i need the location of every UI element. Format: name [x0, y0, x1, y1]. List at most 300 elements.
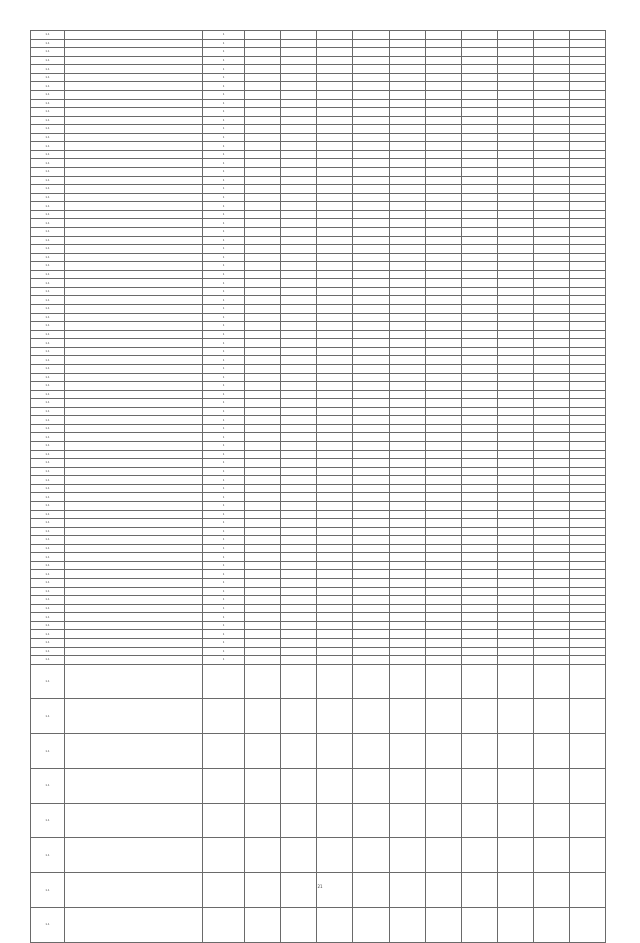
row-value: [569, 373, 605, 382]
row-unit: 1: [202, 99, 244, 108]
row-value: [281, 305, 317, 314]
row-value: [569, 142, 605, 151]
table-row: [31, 253, 606, 262]
row-value: [497, 630, 533, 639]
row-value: [389, 501, 425, 510]
row-value: [569, 339, 605, 348]
row-number: 1.1: [31, 150, 65, 159]
row-value: [245, 699, 281, 734]
table-row: [31, 382, 606, 391]
row-value: [353, 493, 389, 502]
row-value: [497, 150, 533, 159]
row-value: [425, 99, 461, 108]
row-value: [245, 322, 281, 331]
row-value: [389, 416, 425, 425]
row-value: [533, 442, 569, 451]
row-value: [461, 142, 497, 151]
row-value: [353, 253, 389, 262]
row-value: [425, 838, 461, 873]
row-value: [461, 596, 497, 605]
row-value: [389, 185, 425, 194]
row-value: [533, 150, 569, 159]
row-value: [497, 519, 533, 528]
row-number: 1.1: [31, 82, 65, 91]
row-value: [245, 407, 281, 416]
row-unit: 1: [202, 236, 244, 245]
row-note: [353, 768, 389, 803]
row-number: 1.1: [31, 699, 65, 734]
row-value: [425, 638, 461, 647]
row-value: [353, 82, 389, 91]
row-value: [533, 604, 569, 613]
row-value: [425, 185, 461, 194]
row-value: [353, 656, 389, 665]
row-value: [533, 638, 569, 647]
row-value: [353, 296, 389, 305]
row-value: [317, 604, 353, 613]
row-value: [245, 90, 281, 99]
row-value: [353, 519, 389, 528]
row-value: [317, 527, 353, 536]
row-value: [533, 459, 569, 468]
row-value: [425, 570, 461, 579]
row-value: [389, 56, 425, 65]
row-unit: [202, 768, 244, 803]
row-value: [317, 262, 353, 271]
row-number: 1.1: [31, 330, 65, 339]
table-row: [31, 322, 606, 331]
row-value: [425, 305, 461, 314]
row-value: [281, 202, 317, 211]
row-value: [497, 536, 533, 545]
row-value: [461, 501, 497, 510]
row-value: [533, 501, 569, 510]
row-value: [425, 519, 461, 528]
row-value: [281, 561, 317, 570]
row-note: [353, 803, 389, 838]
row-value: [353, 48, 389, 57]
row-value: [533, 907, 569, 942]
row-name: [64, 519, 202, 528]
row-value: [425, 150, 461, 159]
row-value: [425, 65, 461, 74]
row-value: [425, 907, 461, 942]
row-name: [64, 407, 202, 416]
row-value: [281, 424, 317, 433]
row-number: 1.1: [31, 459, 65, 468]
row-value: [353, 536, 389, 545]
row-value: [317, 364, 353, 373]
row-unit: 1: [202, 356, 244, 365]
row-name: [64, 450, 202, 459]
row-value: [353, 202, 389, 211]
row-value: [497, 82, 533, 91]
row-value: [353, 279, 389, 288]
row-value: [317, 536, 353, 545]
row-value: [533, 347, 569, 356]
row-value: [317, 501, 353, 510]
row-value: [497, 501, 533, 510]
row-value: [389, 142, 425, 151]
row-name: [64, 73, 202, 82]
row-number: 1.1: [31, 210, 65, 219]
row-value: [497, 322, 533, 331]
row-value: [389, 305, 425, 314]
row-number: 1.1: [31, 544, 65, 553]
table-row: [31, 501, 606, 510]
row-value: [569, 73, 605, 82]
row-unit: 1: [202, 159, 244, 168]
row-unit: 1: [202, 108, 244, 117]
row-value: [461, 579, 497, 588]
row-value: [461, 339, 497, 348]
row-value: [461, 73, 497, 82]
row-number: 1.1: [31, 424, 65, 433]
row-value: [461, 150, 497, 159]
table-row: [31, 31, 606, 40]
table-row: [31, 65, 606, 74]
row-value: [425, 664, 461, 699]
row-value: [353, 168, 389, 177]
row-number: 1.1: [31, 838, 65, 873]
row-number: 1.1: [31, 176, 65, 185]
row-number: 1.1: [31, 664, 65, 699]
row-value: [533, 116, 569, 125]
row-value: [461, 768, 497, 803]
row-value: [281, 838, 317, 873]
row-value: [497, 493, 533, 502]
row-unit: 1: [202, 330, 244, 339]
row-value: [461, 56, 497, 65]
row-value: [533, 484, 569, 493]
row-value: [389, 382, 425, 391]
row-value: [281, 48, 317, 57]
row-value: [317, 638, 353, 647]
row-value: [317, 90, 353, 99]
row-value: [569, 907, 605, 942]
table-row: [31, 373, 606, 382]
row-value: [281, 82, 317, 91]
row-value: [281, 433, 317, 442]
row-value: [461, 90, 497, 99]
row-value: [533, 699, 569, 734]
row-value: [569, 193, 605, 202]
row-number: 1.1: [31, 399, 65, 408]
row-value: [569, 125, 605, 134]
row-name: [64, 442, 202, 451]
row-value: [317, 193, 353, 202]
table-row: [31, 150, 606, 159]
row-name: [64, 322, 202, 331]
row-unit: 1: [202, 459, 244, 468]
row-value: [245, 176, 281, 185]
row-value: [533, 142, 569, 151]
table-row: [31, 305, 606, 314]
row-value: [389, 407, 425, 416]
row-value: [281, 656, 317, 665]
row-value: [497, 73, 533, 82]
row-value: [425, 621, 461, 630]
row-value: [245, 390, 281, 399]
row-value: [317, 219, 353, 228]
row-value: [389, 39, 425, 48]
row-value: [245, 656, 281, 665]
row-value: [317, 125, 353, 134]
row-value: [389, 330, 425, 339]
row-value: [497, 193, 533, 202]
row-number: 1.1: [31, 125, 65, 134]
row-number: 1.1: [31, 390, 65, 399]
row-number: 1.1: [31, 364, 65, 373]
row-name: [64, 501, 202, 510]
row-unit: 1: [202, 193, 244, 202]
row-value: [353, 467, 389, 476]
row-value: [317, 305, 353, 314]
row-value: [389, 236, 425, 245]
row-value: [569, 604, 605, 613]
row-value: [353, 356, 389, 365]
row-value: [497, 873, 533, 908]
row-value: [533, 245, 569, 254]
row-value: [389, 630, 425, 639]
row-value: [533, 262, 569, 271]
row-value: [461, 210, 497, 219]
row-value: [389, 596, 425, 605]
row-value: [245, 159, 281, 168]
row-value: [389, 570, 425, 579]
row-unit: 1: [202, 433, 244, 442]
row-value: [353, 176, 389, 185]
row-name: [64, 510, 202, 519]
row-value: [461, 907, 497, 942]
row-value: [425, 253, 461, 262]
row-number: 1.1: [31, 262, 65, 271]
row-value: [281, 587, 317, 596]
row-name: [64, 424, 202, 433]
row-unit: 1: [202, 638, 244, 647]
row-unit: 1: [202, 73, 244, 82]
row-value: [569, 116, 605, 125]
row-value: [245, 347, 281, 356]
row-value: [245, 621, 281, 630]
row-value: [389, 638, 425, 647]
row-value: [281, 125, 317, 134]
table-row: [31, 768, 606, 803]
row-value: [425, 202, 461, 211]
row-name: [64, 364, 202, 373]
row-unit: 1: [202, 390, 244, 399]
row-unit: 1: [202, 493, 244, 502]
row-value: [281, 31, 317, 40]
row-value: [569, 493, 605, 502]
row-unit: 1: [202, 424, 244, 433]
table-row: [31, 664, 606, 699]
row-value: [425, 356, 461, 365]
row-value: [317, 416, 353, 425]
row-value: [389, 48, 425, 57]
row-value: [353, 604, 389, 613]
row-value: [461, 838, 497, 873]
row-value: [317, 322, 353, 331]
row-number: 1.1: [31, 382, 65, 391]
row-value: [245, 873, 281, 908]
row-value: [461, 510, 497, 519]
row-value: [461, 364, 497, 373]
row-value: [533, 159, 569, 168]
row-value: [389, 159, 425, 168]
row-value: [497, 364, 533, 373]
row-value: [317, 356, 353, 365]
row-name: [64, 527, 202, 536]
row-value: [353, 193, 389, 202]
row-value: [245, 330, 281, 339]
row-value: [353, 433, 389, 442]
row-value: [353, 313, 389, 322]
row-value: [569, 287, 605, 296]
row-value: [245, 467, 281, 476]
row-value: [389, 82, 425, 91]
row-value: [569, 133, 605, 142]
row-value: [245, 416, 281, 425]
table-row: [31, 279, 606, 288]
row-value: [281, 347, 317, 356]
row-value: [245, 638, 281, 647]
row-value: [389, 734, 425, 769]
row-value: [569, 322, 605, 331]
row-value: [281, 596, 317, 605]
row-value: [281, 467, 317, 476]
row-name: [64, 536, 202, 545]
row-value: [461, 185, 497, 194]
row-value: [461, 193, 497, 202]
row-unit: 1: [202, 125, 244, 134]
row-unit: 1: [202, 382, 244, 391]
row-value: [569, 245, 605, 254]
row-value: [497, 142, 533, 151]
row-value: [317, 210, 353, 219]
table-row: [31, 484, 606, 493]
row-value: [497, 638, 533, 647]
row-value: [317, 99, 353, 108]
row-unit: 1: [202, 202, 244, 211]
row-value: [533, 838, 569, 873]
row-value: [317, 142, 353, 151]
row-value: [533, 185, 569, 194]
row-value: [389, 313, 425, 322]
row-value: [389, 467, 425, 476]
row-value: [425, 493, 461, 502]
row-value: [497, 176, 533, 185]
row-value: [497, 907, 533, 942]
row-number: 1.1: [31, 108, 65, 117]
row-value: [569, 803, 605, 838]
row-value: [569, 159, 605, 168]
row-value: [533, 73, 569, 82]
row-name: [64, 219, 202, 228]
row-value: [497, 125, 533, 134]
row-value: [281, 450, 317, 459]
row-value: [245, 519, 281, 528]
row-value: [389, 459, 425, 468]
row-value: [281, 296, 317, 305]
row-value: [461, 519, 497, 528]
row-value: [569, 270, 605, 279]
row-value: [533, 82, 569, 91]
row-number: 1.1: [31, 604, 65, 613]
row-value: [389, 373, 425, 382]
row-value: [425, 116, 461, 125]
row-number: 1.1: [31, 39, 65, 48]
row-value: [497, 442, 533, 451]
row-value: [461, 176, 497, 185]
row-value: [569, 90, 605, 99]
row-value: [353, 450, 389, 459]
table-row: [31, 621, 606, 630]
row-value: [317, 587, 353, 596]
row-value: [497, 382, 533, 391]
row-value: [353, 90, 389, 99]
row-value: [317, 39, 353, 48]
row-value: [461, 536, 497, 545]
row-number: 1.1: [31, 579, 65, 588]
row-value: [425, 227, 461, 236]
row-number: 1.1: [31, 501, 65, 510]
row-value: [425, 193, 461, 202]
row-value: [497, 236, 533, 245]
row-value: [497, 621, 533, 630]
row-value: [461, 604, 497, 613]
row-value: [317, 279, 353, 288]
row-value: [461, 613, 497, 622]
row-name: [64, 48, 202, 57]
table-row: [31, 339, 606, 348]
row-value: [245, 561, 281, 570]
row-value: [461, 219, 497, 228]
row-value: [317, 373, 353, 382]
row-unit: [202, 664, 244, 699]
row-name: [64, 202, 202, 211]
row-value: [281, 73, 317, 82]
row-value: [497, 476, 533, 485]
row-value: [569, 65, 605, 74]
row-value: [533, 433, 569, 442]
row-value: [425, 236, 461, 245]
row-number: 1.1: [31, 553, 65, 562]
row-value: [533, 399, 569, 408]
row-value: [461, 330, 497, 339]
row-name: [64, 553, 202, 562]
row-value: [461, 168, 497, 177]
row-note: [353, 734, 389, 769]
table-row: [31, 73, 606, 82]
row-value: [425, 459, 461, 468]
row-value: [317, 596, 353, 605]
row-value: [533, 373, 569, 382]
row-value: [317, 287, 353, 296]
row-value: [353, 407, 389, 416]
row-unit: [202, 838, 244, 873]
row-value: [569, 544, 605, 553]
row-value: [425, 296, 461, 305]
row-name: [64, 159, 202, 168]
row-value: [353, 287, 389, 296]
row-name: [64, 347, 202, 356]
row-value: [425, 656, 461, 665]
row-unit: 1: [202, 253, 244, 262]
table-row: [31, 873, 606, 908]
row-value: [245, 399, 281, 408]
row-value: [281, 142, 317, 151]
